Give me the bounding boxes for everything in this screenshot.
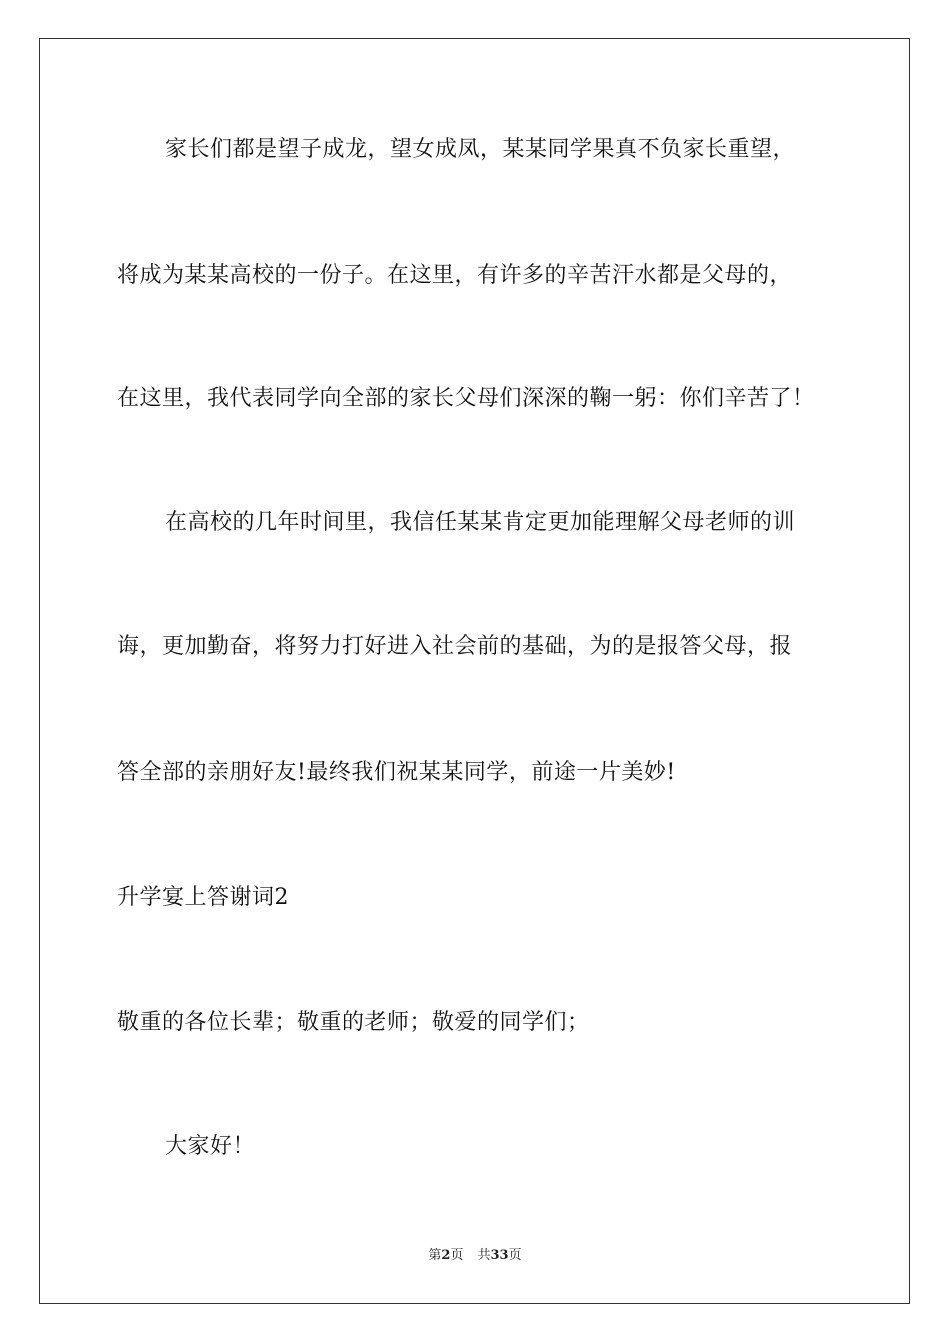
paragraph-line-1: 家长们都是望子成龙，望女成凤，某某同学果真不负家长重望， bbox=[165, 137, 796, 162]
paragraph-line-4: 在高校的几年时间里，我信任某某肯定更加能理解父母老师的训 bbox=[165, 510, 796, 535]
footer-total-suffix: 页 bbox=[508, 1248, 522, 1263]
footer-total-prefix: 共 bbox=[477, 1248, 491, 1263]
greeting-line: 大家好！ bbox=[165, 1134, 256, 1159]
salutation-line: 敬重的各位长辈；敬重的老师；敬爱的同学们； bbox=[117, 1010, 590, 1035]
footer-page-number: 2 bbox=[441, 1248, 451, 1263]
paragraph-line-6: 答全部的亲朋好友!最终我们祝某某同学，前途一片美妙! bbox=[117, 760, 676, 785]
page-footer bbox=[0, 1247, 950, 1265]
footer-page-suffix: 页 bbox=[450, 1248, 464, 1263]
section-heading: 升学宴上答谢词2 bbox=[117, 885, 289, 910]
page-border bbox=[39, 38, 910, 1304]
paragraph-line-3: 在这里，我代表同学向全部的家长父母们深深的鞠一躬：你们辛苦了！ bbox=[117, 386, 815, 411]
paragraph-line-5: 诲，更加勤奋，将努力打好进入社会前的基础，为的是报答父母，报 bbox=[117, 634, 793, 659]
footer-total-pages: 33 bbox=[490, 1248, 509, 1263]
paragraph-line-2: 将成为某某高校的一份子。在这里，有许多的辛苦汗水都是父母的， bbox=[117, 263, 793, 288]
footer-page-prefix: 第 bbox=[428, 1248, 442, 1263]
